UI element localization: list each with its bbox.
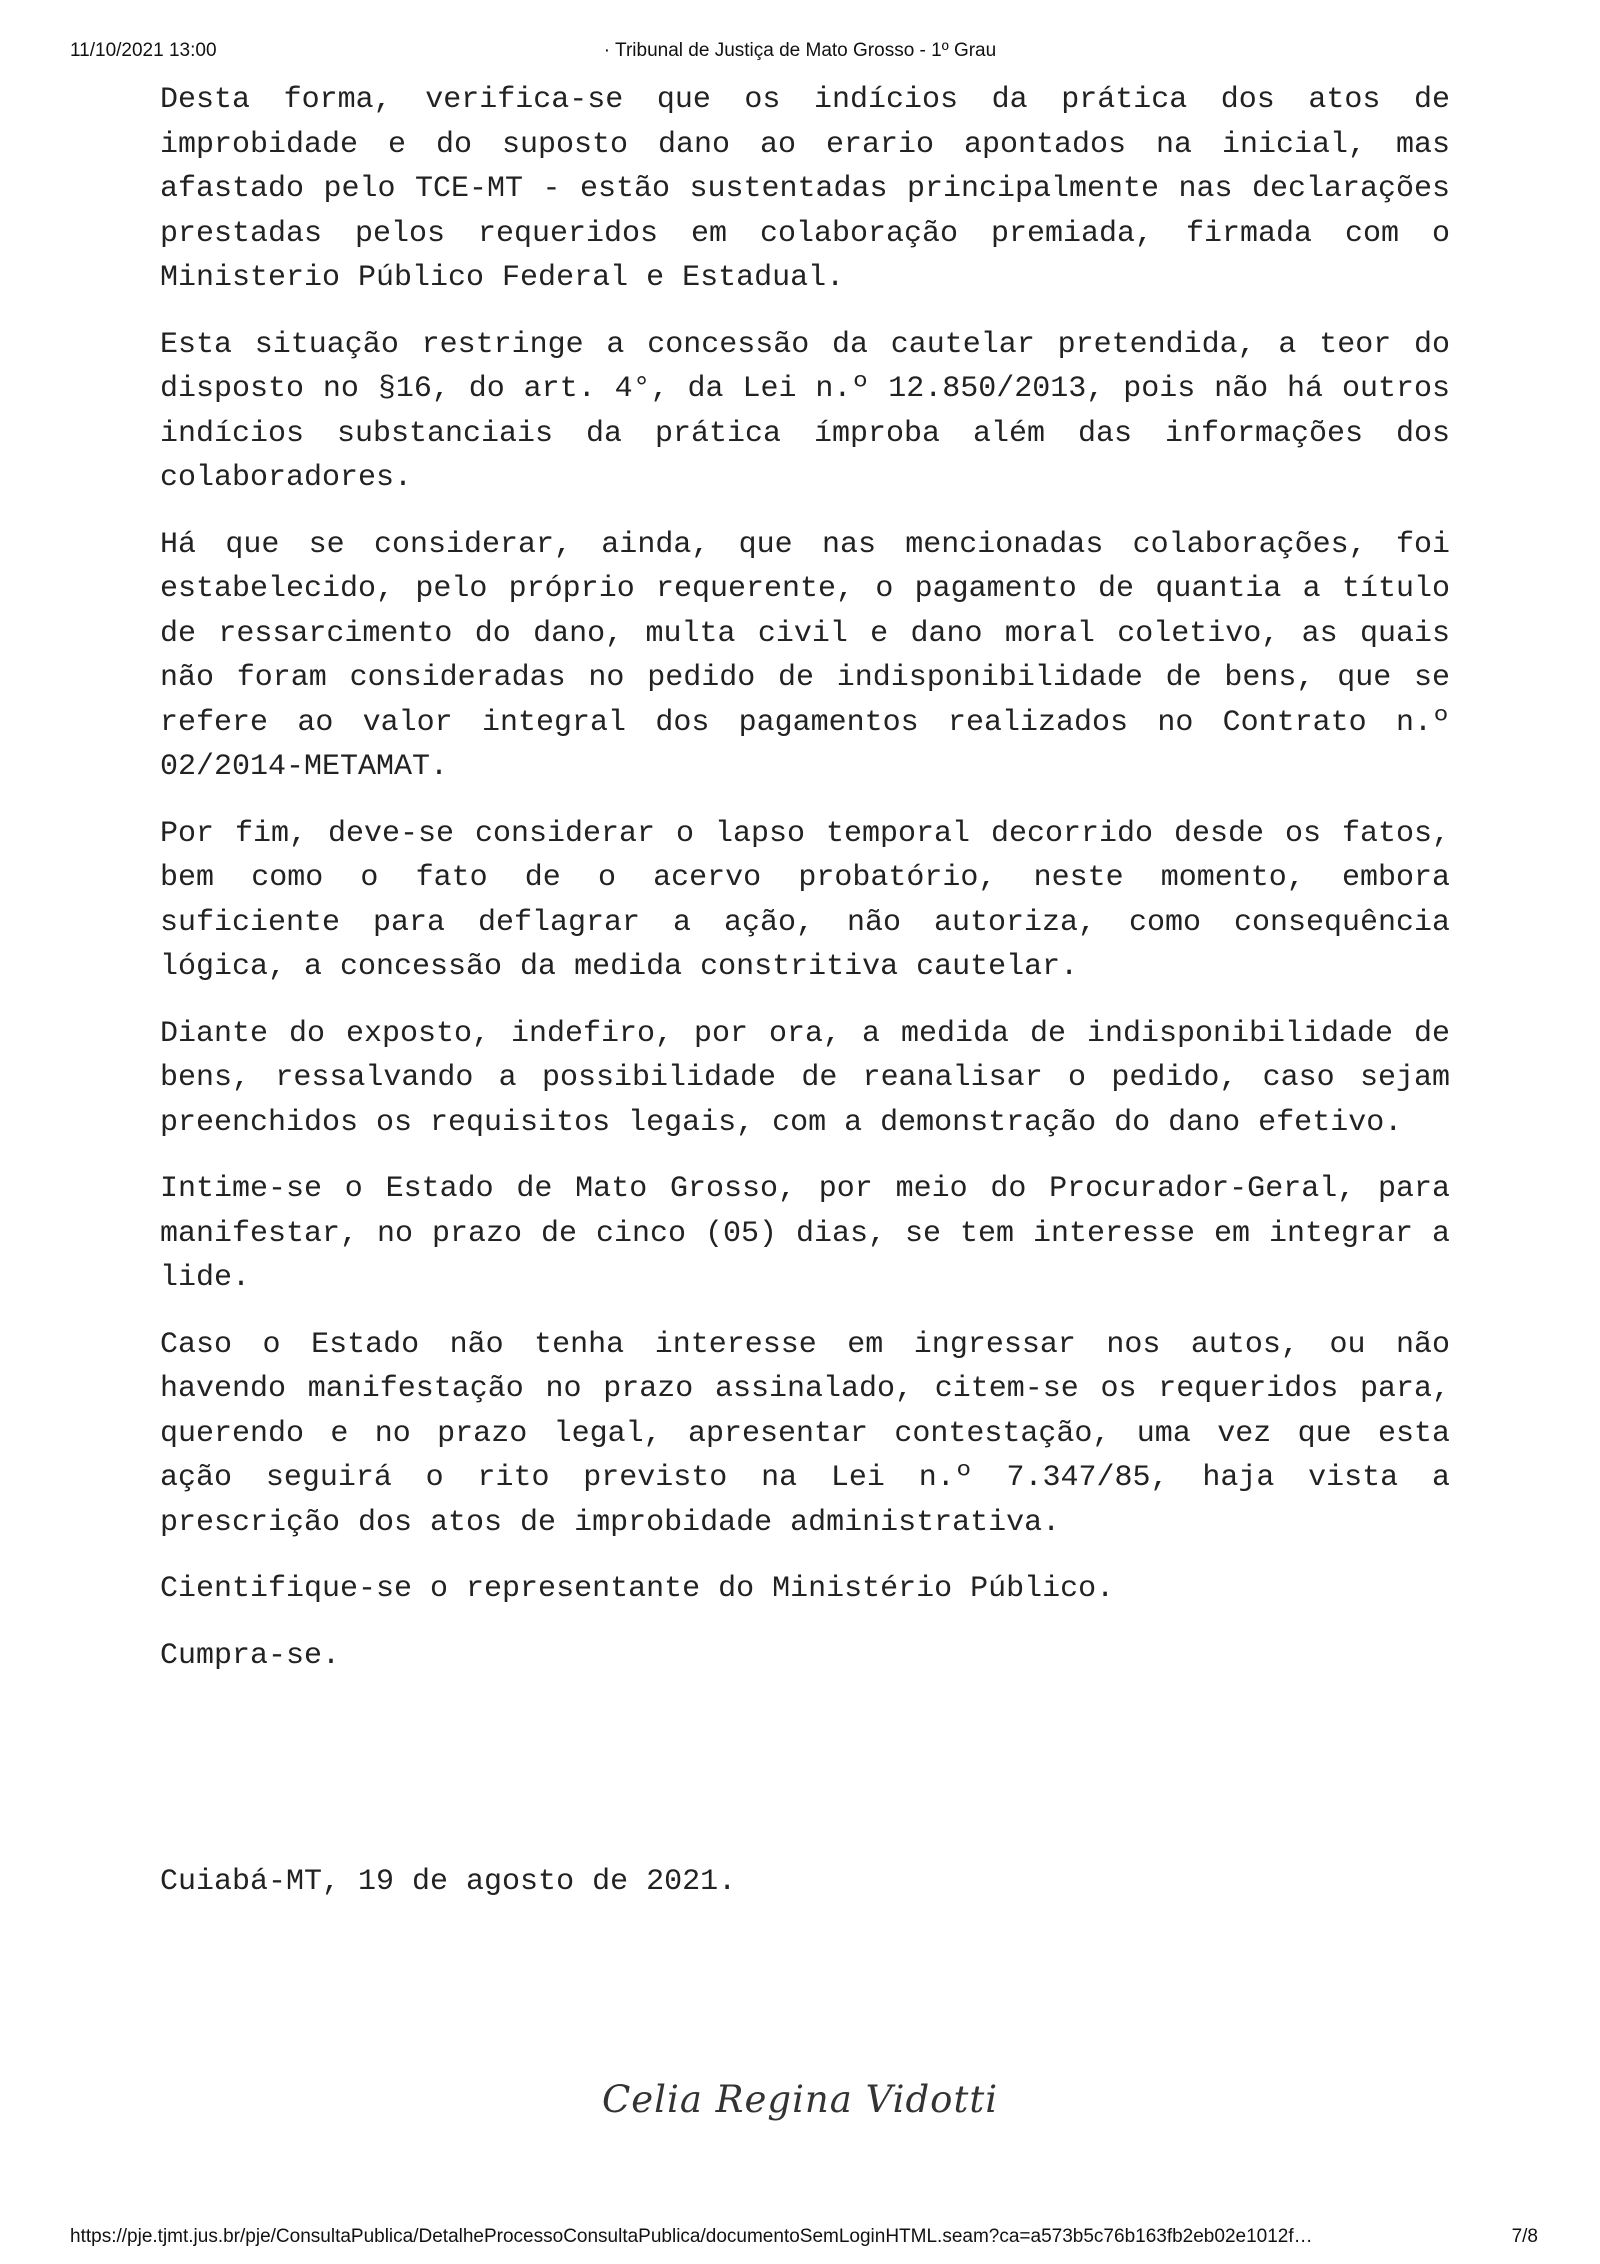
page-number: 7/8 [1511, 2226, 1538, 2247]
paragraph-7: Caso o Estado não tenha interesse em ingressar nos autos, ou não havendo manifestação no prazo assinalado, citem-se os requeridos para, querendo e no prazo legal, apresentar contestação, uma vez que esta ação seguirá o rito previsto na Lei n.º 7.347/85, haja vista a prescrição dos atos de improbidade administrativa. [160, 1327, 1450, 1540]
judge-signature: Celia Regina Vidotti [601, 2078, 999, 2121]
paragraph-8: Cientifique-se o representante do Ministério Público. [160, 1572, 1115, 1606]
paragraph-1: Desta forma, verifica-se que os indícios da prática dos atos de improbidade e do suposto dano ao erario apontados na inicial, mas afastado pelo TCE-MT - estão sustentadas principalmente nas declarações prestadas pelos requeridos em colaboração premiada, firmada com o Ministerio Público Federal e Estadual. [160, 83, 1450, 295]
print-page-title: · Tribunal de Justiça de Mato Grosso - 1º Grau [603, 40, 997, 61]
paragraph-5: Diante do exposto, indefiro, por ora, a medida de indisponibilidade de bens, ressalvando a possibilidade de reanalisar o pedido, caso sejam preenchidos os requisitos legais, com a demonstração do dano efetivo. [160, 1016, 1450, 1140]
paragraph-4: Por fim, deve-se considerar o lapso temporal decorrido desde os fatos, bem como o fato de o acervo probatório, neste momento, embora suficiente para deflagrar a ação, não autoriza, como consequência lógica, a concessão da medida constritiva cautelar. [160, 816, 1450, 984]
print-header [0, 40, 1600, 64]
date-line: Cuiabá-MT, 19 de agosto de 2021. [160, 1865, 737, 1899]
print-footer [0, 2226, 1600, 2250]
print-datetime: 11/10/2021 13:00 [70, 40, 217, 61]
print-url: https://pje.tjmt.jus.br/pje/ConsultaPublica/DetalheProcessoConsultaPublica/documentoSemLoginHTML.seam?ca=a573b5c76b163fb2eb02e1012f… [70, 2226, 1313, 2247]
paragraph-6: Intime-se o Estado de Mato Grosso, por meio do Procurador-Geral, para manifestar, no prazo de cinco (05) dias, se tem interesse em integrar a lide. [160, 1172, 1450, 1295]
paragraph-3: Há que se considerar, ainda, que nas mencionadas colaborações, foi estabelecido, pelo próprio requerente, o pagamento de quantia a título de ressarcimento do dano, multa civil e dano moral coletivo, as quais não foram consideradas no pedido de indisponibilidade de bens, que se refere ao valor integral dos pagamentos realizados no Contrato n.º 02/2014-METAMAT. [160, 527, 1450, 784]
paragraph-9: Cumpra-se. [160, 1638, 341, 1673]
document-body [160, 78, 1450, 1700]
paragraph-2: Esta situação restringe a concessão da cautelar pretendida, a teor do disposto no §16, do art. 4°, da Lei n.º 12.850/2013, pois não há outros indícios substanciais da prática ímproba além das informações dos colaboradores. [160, 327, 1450, 495]
